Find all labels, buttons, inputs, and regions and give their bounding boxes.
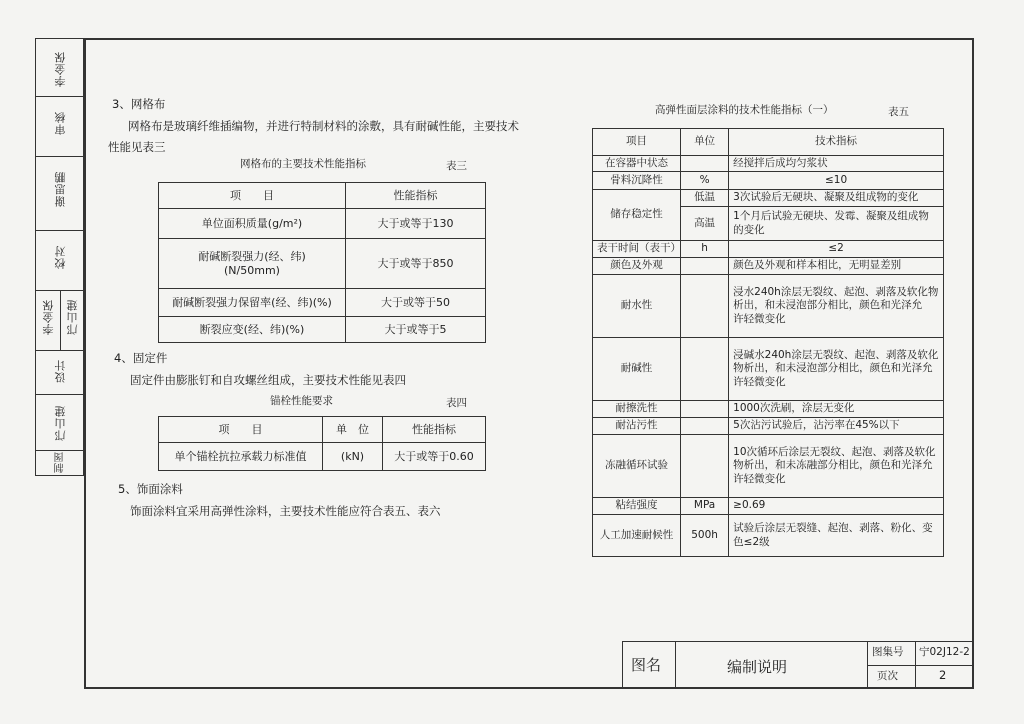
table4-caption: 锚栓性能要求 (270, 395, 333, 407)
table3-cell (159, 239, 346, 289)
table-row (159, 239, 486, 289)
table5-cell (681, 418, 729, 435)
table5-cell: 1000次洗刷，涂层无变化 (729, 401, 944, 418)
section-5-body: 饰面涂料宜采用高弹性涂料，主要技术性能应符合表五、表六 (130, 504, 441, 518)
table5-cell-line: 试验后涂层无裂缝、起泡、剥落、粉化、变 (733, 522, 933, 535)
table-row (593, 258, 944, 275)
table4-cell: (kN) (323, 443, 383, 471)
title-block-atlas-value: 宁02J12-2 (919, 646, 970, 658)
table3-cell-line: 耐碱断裂强力(经、纬) (198, 249, 306, 263)
table3-cell: 大于或等于130 (346, 209, 486, 239)
sig-cell-3 (36, 157, 83, 231)
title-block-atlas-label: 图集号 (872, 646, 904, 658)
table5-cell-line: 许轻微变化 (733, 312, 786, 325)
table3-cell: 耐碱断裂强力保留率(经、纬)(%) (159, 289, 346, 317)
sig-name-4: 邝山建 (66, 299, 79, 335)
table4-header: 单 位 (323, 417, 383, 443)
table-row (159, 289, 486, 317)
table5-cell-line: 1个月后试验无硬块、发霉、凝聚及组成物 (733, 210, 929, 223)
table5-cell: 耐水性 (593, 275, 681, 338)
table-row (593, 275, 944, 338)
table5-cell (729, 338, 944, 401)
sig-name-1: 李金保 (54, 51, 67, 87)
table3-cell: 断裂应变(经、纬)(%) (159, 317, 346, 343)
table5-cell (729, 515, 944, 557)
table5-cell: 粘结强度 (593, 498, 681, 515)
table4-cell: 单个锚栓抗拉承载力标准值 (159, 443, 323, 471)
table5-cell: 5次沾污试验后，沾污率在45%以下 (729, 418, 944, 435)
section-4-heading: 4、固定件 (114, 351, 168, 365)
table3-cell: 大于或等于850 (346, 239, 486, 289)
sig-name-5: 邝山建 (54, 405, 67, 441)
table5-cell-line: 物析出，和未浸泡部分相比，颜色和光泽允 (733, 362, 933, 375)
table-row (593, 435, 944, 498)
section-3-heading: 3、网格布 (112, 97, 166, 111)
table5-cell-line: 物析出，和未冻融部分相比，颜色和光泽允 (733, 459, 933, 472)
table3-caption: 网格布的主要技术性能指标 (240, 158, 366, 170)
table3-header: 性能指标 (346, 183, 486, 209)
table5-caption: 高弹性面层涂料的技术性能指标（一） (655, 104, 834, 116)
table5-header-row (593, 129, 944, 156)
table3-cell: 大于或等于5 (346, 317, 486, 343)
table5-cell: 经搅拌后成均匀浆状 (729, 156, 944, 172)
sig-cell-7 (36, 395, 83, 451)
table5-cell: 高温 (681, 207, 729, 241)
section-5-heading: 5、饰面涂料 (118, 482, 183, 496)
sig-name-2: 谢思鹏 (54, 171, 67, 207)
sig-cell-1 (36, 39, 83, 97)
table5-cell (729, 435, 944, 498)
table5-cell-line: 浸碱水240h涂层无裂纹、起泡、剥落及软化 (733, 349, 939, 362)
tb-divider (867, 665, 973, 666)
table5-cell-line: 析出，和未浸泡部分相比，颜色和光泽允 (733, 299, 923, 312)
table-row (593, 241, 944, 258)
signature-strip (35, 38, 84, 476)
table5-cell: 骨料沉降性 (593, 172, 681, 190)
table5-cell: h (681, 241, 729, 258)
table5-cell: 500h (681, 515, 729, 557)
sig-cell-2 (36, 97, 83, 157)
sig-cell-6 (36, 351, 83, 395)
table5-cell (729, 207, 944, 241)
table5-cell-line: 浸水240h涂层无裂纹、起泡、剥落及软化物 (733, 286, 939, 299)
table3 (158, 182, 486, 343)
table5-cell-line: 色≤2级 (733, 535, 770, 548)
title-block-page-value: 2 (939, 668, 947, 682)
table-row (593, 338, 944, 401)
table5-cell (681, 401, 729, 418)
table3-cell-line: (N/50mm) (224, 263, 280, 277)
table5-cell: 颜色及外观和样本相比，无明显差别 (729, 258, 944, 275)
table5-cell-line: 10次循环后涂层无裂纹、起泡、剥落及软化 (733, 446, 936, 459)
table-row (593, 190, 944, 207)
table5-cell: ≤10 (729, 172, 944, 190)
table-row (593, 156, 944, 172)
table4 (158, 416, 486, 471)
table5-cell: MPa (681, 498, 729, 515)
sig-cell-8 (36, 451, 83, 475)
sig-cell-5 (36, 291, 83, 351)
table5-cell: % (681, 172, 729, 190)
table-row (159, 317, 486, 343)
table-row (159, 209, 486, 239)
sig-cell-4 (36, 231, 83, 291)
table5-cell-line: 的变化 (733, 223, 765, 236)
tb-divider (675, 642, 676, 688)
table-row (159, 443, 486, 471)
table4-tag: 表四 (446, 397, 467, 409)
table5 (592, 128, 944, 557)
table4-header: 性能指标 (383, 417, 486, 443)
table5-tag: 表五 (888, 106, 909, 118)
title-block-name-value: 编制说明 (727, 658, 788, 676)
section-3-body-line1: 网格布是玻璃纤维插编物，并进行特制材料的涂敷，具有耐碱性能，主要技术 (128, 119, 519, 133)
table5-cell: 耐擦洗性 (593, 401, 681, 418)
title-block-name-label: 图名 (631, 656, 662, 674)
table5-cell (681, 258, 729, 275)
table5-cell: 3次试验后无硬块、凝聚及组成物的变化 (729, 190, 944, 207)
table5-cell: 耐碱性 (593, 338, 681, 401)
table5-cell: 在容器中状态 (593, 156, 681, 172)
table5-cell: ≤2 (729, 241, 944, 258)
table5-cell: ≥0.69 (729, 498, 944, 515)
table-row (593, 172, 944, 190)
role-check: 校对 (54, 245, 67, 269)
table3-header: 项 目 (159, 183, 346, 209)
table-row (593, 498, 944, 515)
table5-header: 项目 (593, 129, 681, 156)
sig-divider (60, 291, 61, 350)
table5-cell (681, 156, 729, 172)
sig-name-3: 李金保 (42, 299, 55, 335)
table5-cell: 颜色及外观 (593, 258, 681, 275)
table5-cell (681, 338, 729, 401)
table3-tag: 表三 (446, 160, 467, 172)
table5-cell-line: 许轻微变化 (733, 472, 786, 485)
table5-cell: 储存稳定性 (593, 190, 681, 241)
table5-cell: 冻融循环试验 (593, 435, 681, 498)
role-draw: 制图 (55, 451, 66, 473)
table-row (593, 515, 944, 557)
table5-cell: 表干时间（表干） (593, 241, 681, 258)
table5-cell (681, 435, 729, 498)
table5-cell (729, 275, 944, 338)
table-row (593, 418, 944, 435)
table3-header-row (159, 183, 486, 209)
role-design: 设计 (54, 359, 67, 383)
table4-header-row (159, 417, 486, 443)
table5-cell: 耐沾污性 (593, 418, 681, 435)
section-4-body: 固定件由膨胀钉和自攻螺丝组成，主要技术性能见表四 (130, 373, 406, 387)
table5-cell (681, 275, 729, 338)
table5-cell: 低温 (681, 190, 729, 207)
role-review: 审核 (54, 111, 67, 135)
section-3-body-line2: 性能见表三 (108, 140, 166, 154)
table5-header: 技术指标 (729, 129, 944, 156)
table3-cell: 大于或等于50 (346, 289, 486, 317)
table5-cell: 人工加速耐候性 (593, 515, 681, 557)
table3-cell: 单位面积质量(g/m²) (159, 209, 346, 239)
table5-cell-line: 许轻微变化 (733, 375, 786, 388)
table-row (593, 401, 944, 418)
title-block-page-label: 页次 (877, 670, 898, 682)
table4-header: 项 目 (159, 417, 323, 443)
table4-cell: 大于或等于0.60 (383, 443, 486, 471)
title-block (622, 641, 974, 689)
table5-header: 单位 (681, 129, 729, 156)
